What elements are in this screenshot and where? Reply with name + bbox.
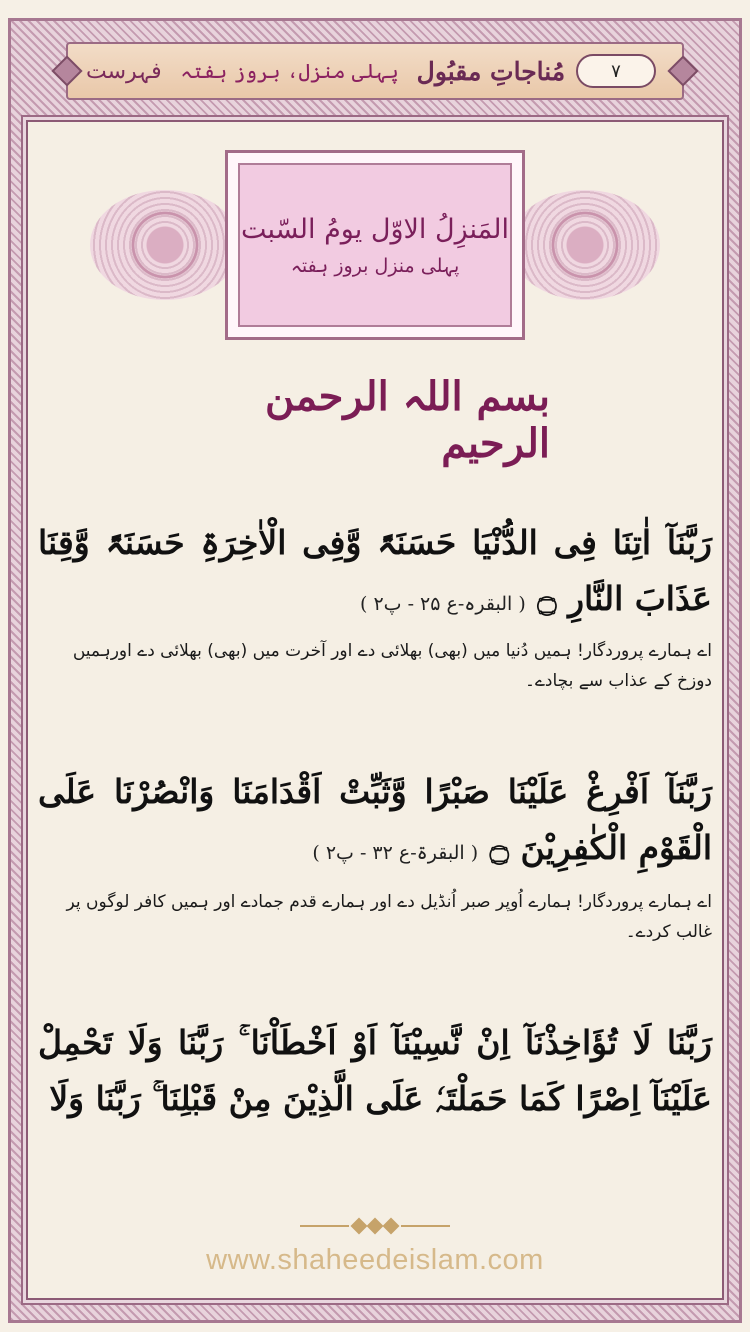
urdu-translation: اے ہمارے پروردگار! ہمیں دُنیا میں (بھی) بھلائی دے اور آخرت میں (بھی) بھلائی دے اورہمیں دوزخ کے عذاب سے بچادے۔ bbox=[72, 641, 712, 691]
footer-ornament bbox=[300, 1218, 450, 1234]
dua-section-3 bbox=[38, 1015, 712, 1127]
bismillah-calligraphy: بسم اللہ الرحمن الرحیم bbox=[265, 373, 550, 467]
ayah-reference: ( البقرۃ-ع ۳۲ - پ۲ ) bbox=[312, 842, 479, 864]
manzil-urdu-subtitle: پہلی منزل بروز ہفتہ bbox=[290, 254, 460, 277]
floral-ornament-right bbox=[510, 190, 660, 300]
urdu-translation: اے ہمارے پروردگار! ہمارے اُوپر صبر اُنڈیل دے اور ہمارے قدم جمادے اور ہمیں کافر لوگوں پر غالب کردے۔ bbox=[66, 892, 712, 942]
ayah-text bbox=[38, 764, 712, 881]
header-bar bbox=[66, 42, 684, 100]
dua-section-1 bbox=[38, 515, 712, 696]
ayah-arabic: رَبَّنَآ اَفْرِغْ عَلَیْنَا صَبْرًا وَّثَبِّتْ اَقْدَامَنَا وَانْصُرْنَا عَلَی الْقَوْمِ الْکٰفِرِیْنَ ۝ bbox=[38, 772, 712, 867]
day-label: پہلی منزل، بروز ہفتہ bbox=[180, 59, 399, 83]
cartouche-panel bbox=[238, 163, 512, 327]
floral-ornament-left bbox=[90, 190, 240, 300]
ayah-arabic: رَبَّنَا لَا تُؤَاخِذْنَآ اِنْ نَّسِیْنَآ اَوْ اَخْطَاْنَا ۚ رَبَّنَا وَلَا تَحْمِلْ عَلَیْنَآ اِصْرًا کَمَا حَمَلْتَہٗ عَلَی الَّذِیْنَ مِنْ قَبْلِنَا ۚ رَبَّنَا وَلَا bbox=[38, 1023, 712, 1118]
title-cartouche bbox=[100, 150, 650, 340]
dua-section-2 bbox=[38, 764, 712, 947]
ayah-text bbox=[38, 1015, 712, 1127]
website-url: www.shaheedeislam.com bbox=[206, 1244, 544, 1276]
ayah-text bbox=[38, 515, 712, 632]
header-titles bbox=[180, 57, 565, 86]
ayah-arabic: رَبَّنَآ اٰتِنَا فِی الدُّنْیَا حَسَنَۃً وَّفِی الْاٰخِرَۃِ حَسَنَۃً وَّقِنَا عَذَابَ النَّارِ ۝ bbox=[38, 523, 712, 618]
book-title: مُناجاتِ مقبُول bbox=[416, 56, 566, 86]
manzil-arabic-title: المَنزِلُ الاوّل یومُ السّبت bbox=[241, 213, 509, 245]
ayah-reference: ( البقرہ-ع ۲۵ - پ۲ ) bbox=[359, 593, 526, 615]
page-number-badge: ۷ bbox=[576, 54, 656, 88]
cartouche-frame bbox=[225, 150, 525, 340]
index-link[interactable]: فہرست bbox=[86, 58, 162, 84]
